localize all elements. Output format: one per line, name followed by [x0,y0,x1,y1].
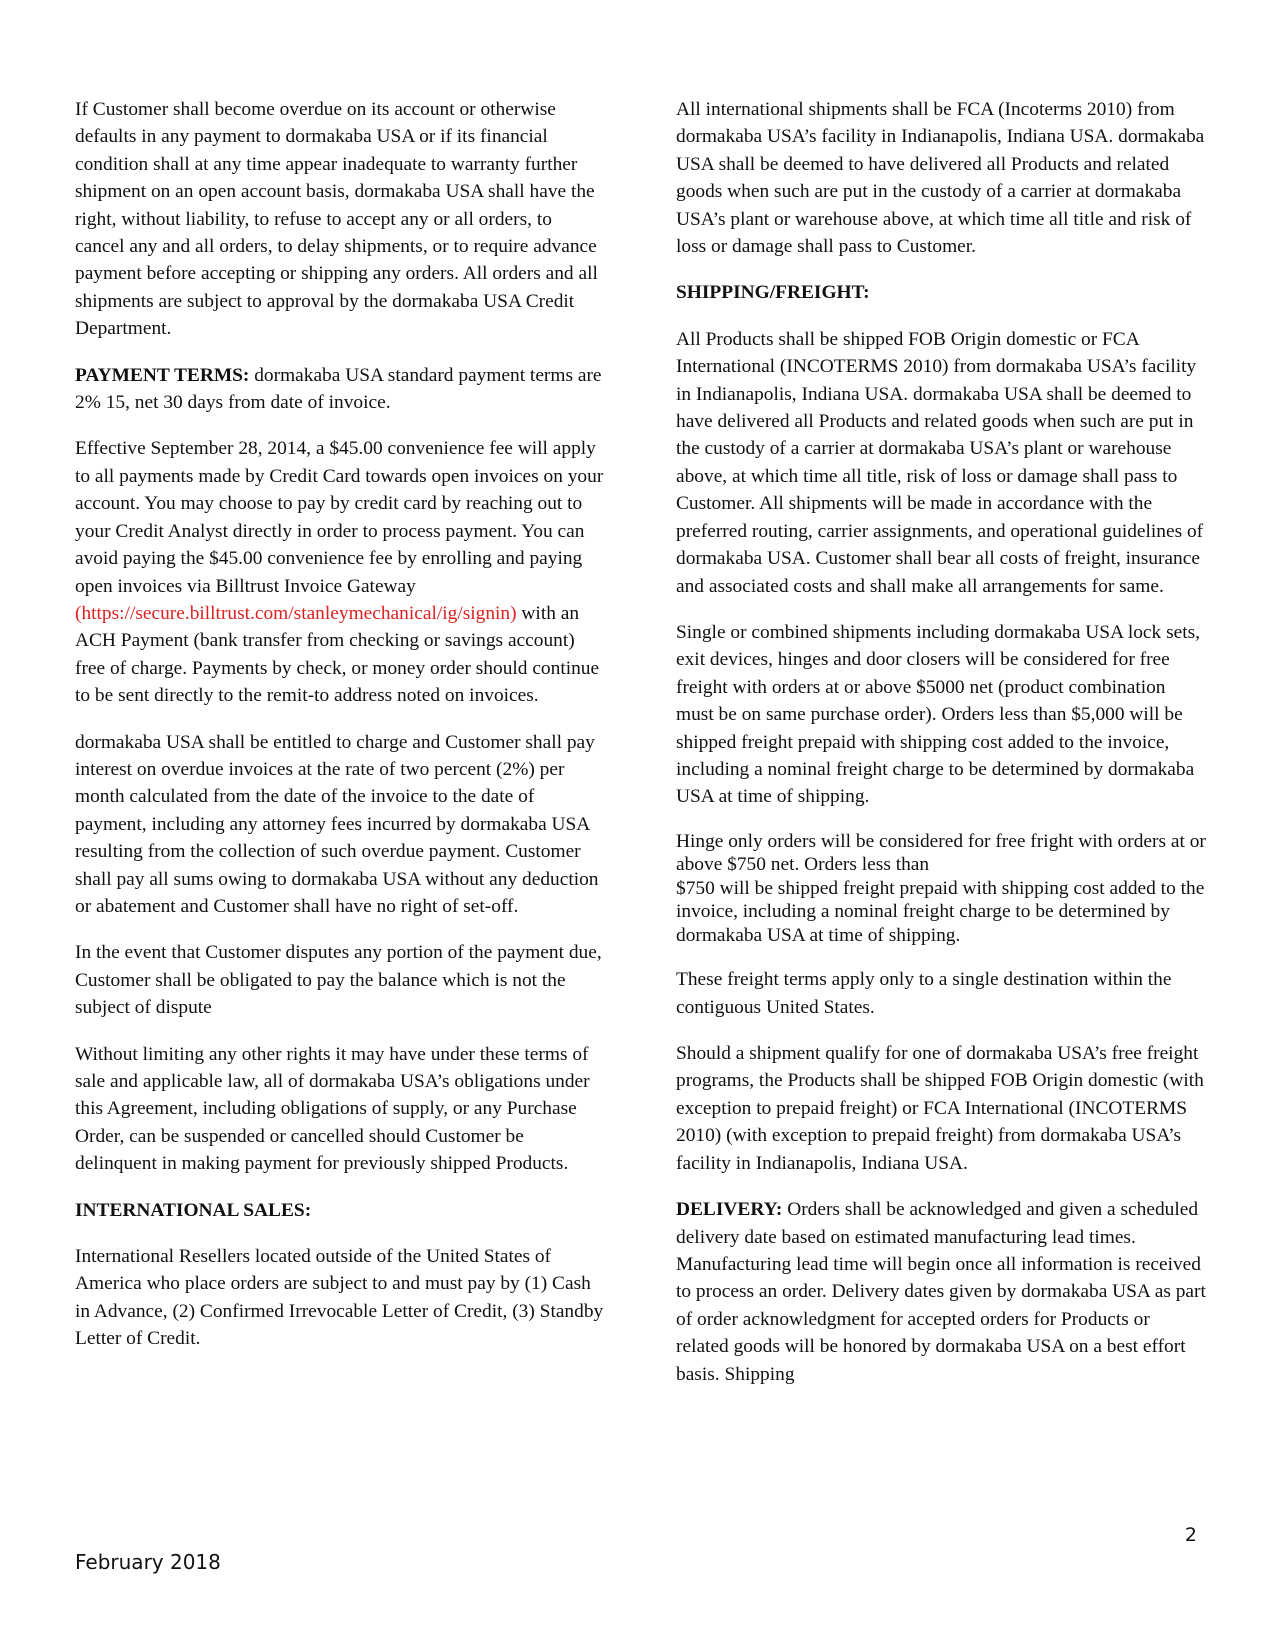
delivery-text: Orders shall be acknowledged and given a scheduled delivery date based on estimated manufacturing lead times. Manufacturing lead time will begin once all information is received to process an order. Delivery dates given by dormakaba USA as part of order acknowledgment for accepted orders for Products or related goods will be honored by dormakaba USA on a best effort basis. Shipping [676,1199,1206,1385]
convenience-fee-paragraph [75,435,605,709]
fob-origin-paragraph: All Products shall be shipped FOB Origin domestic or FCA International (INCOTERMS 2010) from dormakaba USA’s facility in Indianapolis, Indiana USA. dormakaba USA shall be deemed to have delivered all Products and related goods when such are put in the custody of a carrier at dormakaba USA’s plant or warehouse above, at which time all title, risk of loss or damage shall pass to Customer. All shipments will be made in accordance with the preferred routing, carrier assignments, and operational guidelines of dormakaba USA. Customer shall bear all costs of freight, insurance and associated costs and shall make all arrangements for same. [676,328,1204,597]
convenience-fee-text-continued: with an ACH Payment (bank transfer from checking or savings account) free of charge. Payments by check, or money order should continue to be sent directly to the remit-to address noted on invoices. [75,602,600,707]
free-freight-paragraph: Single or combined shipments including dormakaba USA lock sets, exit devices, hinges and door closers will be considered for free freight with orders at or above $5000 net (product combination must be on same purchase order). Orders less than $5,000 will be shipped freight prepaid with shipping cost added to the invoice, including a nominal freight charge to be determined by dormakaba USA at time of shipping. [676,621,1201,808]
hinge-orders-line-1: Hinge only orders will be considered for free fright with orders at or above $750 net. Orders less than [676,830,1206,876]
freight-terms-paragraph: These freight terms apply only to a single destination within the contiguous United States. [676,969,1172,1018]
payment-terms-paragraph [75,362,605,417]
delivery-paragraph [676,1196,1206,1388]
dispute-paragraph: In the event that Customer disputes any portion of the payment due, Customer shall be obligated to pay the balance which is not the subject of dispute [75,942,602,1019]
international-sales-heading: INTERNATIONAL SALES: [75,1199,312,1221]
billtrust-link[interactable]: (https://secure.billtrust.com/stanleymechanical/ig/signin) [75,602,517,624]
payment-terms-heading: PAYMENT TERMS: [75,364,250,386]
convenience-fee-text: Effective September 28, 2014, a $45.00 convenience fee will apply to all payments made by Credit Card towards open invoices on your account. You may choose to pay by credit card by reaching out to your Credit Analyst directly in order to process payment. You can avoid paying the $45.00 convenience fee by enrolling and paying open invoices via Billtrust Invoice Gateway [75,438,604,597]
suspension-paragraph: Without limiting any other rights it may have under these terms of sale and applicable law, all of dormakaba USA’s obligations under this Agreement, including obligations of supply, or any Purchase Order, can be suspended or cancelled should Customer be delinquent in making payment for previously shipped Products. [75,1043,590,1175]
shipping-freight-heading: SHIPPING/FREIGHT: [676,282,870,304]
payment-terms-text: dormakaba USA standard payment terms are 2% 15, net 30 days from date of invoice. [75,364,602,414]
international-shipments-paragraph: All international shipments shall be FCA (Incoterms 2010) from dormakaba USA’s facility in Indianapolis, Indiana USA. dormakaba USA shall be deemed to have delivered all Products and related goods when such are put in the custody of a carrier at dormakaba USA’s plant or warehouse above, at which time all title and risk of loss or damage shall pass to Customer. [676,99,1205,258]
free-freight-programs-paragraph: Should a shipment qualify for one of dormakaba USA’s free freight programs, the Products shall be shipped FOB Origin domestic (with exception to prepaid freight) or FCA International (INCOTERMS 2010) (with exception to prepaid freight) from dormakaba USA’s facility in Indianapolis, Indiana USA. [676,1043,1204,1174]
international-resellers-paragraph: International Resellers located outside of the United States of America who place orders are subject to and must pay by (1) Cash in Advance, (2) Confirmed Irrevocable Letter of Credit, (3) Standby Letter of Credit. [75,1246,604,1350]
hinge-orders-paragraph [676,830,1206,948]
overdue-paragraph: If Customer shall become overdue on its account or otherwise defaults in any payment to dormakaba USA or if its financial condition shall at any time appear inadequate to warranty further shipment on an open account basis, dormakaba USA shall have the right, without liability, to refuse to accept any or all orders, to cancel any and all orders, to delay shipments, or to require advance payment before accepting or shipping any orders. All orders and all shipments are subject to approval by the dormakaba USA Credit Department. [75,99,598,340]
delivery-heading: DELIVERY: [676,1199,783,1221]
page-number: 2 [1184,1524,1197,1546]
left-column [75,96,605,1372]
interest-paragraph: dormakaba USA shall be entitled to charge and Customer shall pay interest on overdue invoices at the rate of two percent (2%) per month calculated from the date of the invoice to the date of payment, including any attorney fees incurred by dormakaba USA resulting from the collection of such overdue payment. Customer shall pay all sums owing to dormakaba USA without any deduction or abatement and Customer shall have no right of set-off. [75,731,599,917]
hinge-orders-line-2: $750 will be shipped freight prepaid with shipping cost added to the invoice, including a nominal freight charge to be determined by dormakaba USA at time of shipping. [676,877,1205,946]
right-column [676,96,1206,1407]
footer-date: February 2018 [75,1550,221,1574]
